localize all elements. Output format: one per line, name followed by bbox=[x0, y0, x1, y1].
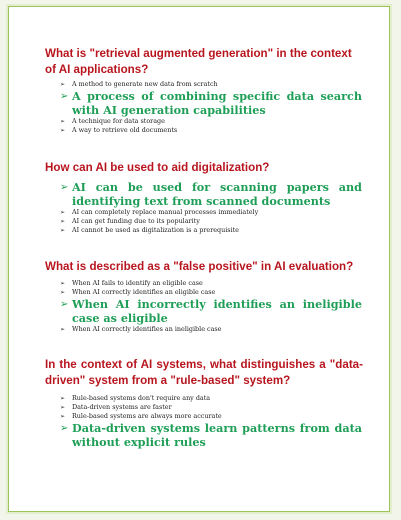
option-text: AI can get funding due to its popularity bbox=[72, 217, 200, 225]
option-text: A technique for data storage bbox=[72, 117, 165, 125]
arrow-bullet-icon: ➢ bbox=[60, 91, 69, 102]
correct-option bbox=[60, 89, 362, 117]
question-3: What is described as a "false positive" in AI evaluation? bbox=[45, 260, 354, 273]
option-text: A method to generate new data from scratch bbox=[72, 80, 218, 88]
arrow-bullet-icon: ➢ bbox=[60, 299, 69, 310]
arrow-bullet-icon: ➢ bbox=[60, 395, 66, 402]
option-text: AI cannot be used as digitalization is a prerequisite bbox=[72, 226, 239, 234]
option-text: Data-driven systems are faster bbox=[72, 403, 172, 411]
option-text: When AI correctly identifies an eligible case bbox=[72, 288, 216, 296]
option bbox=[60, 126, 362, 135]
arrow-bullet-icon: ➢ bbox=[60, 118, 66, 125]
option-text: AI can be used for scanning papers and identifying text from scanned documents bbox=[72, 180, 362, 208]
question-1: What is "retrieval augmented generation" in the context of AI applications? bbox=[45, 47, 352, 76]
option bbox=[60, 288, 362, 297]
option bbox=[60, 226, 362, 235]
correct-option bbox=[60, 421, 362, 449]
arrow-bullet-icon: ➢ bbox=[60, 218, 66, 225]
option bbox=[60, 394, 362, 403]
option bbox=[60, 325, 362, 334]
option bbox=[60, 80, 362, 89]
question-3-options bbox=[60, 279, 362, 334]
arrow-bullet-icon: ➢ bbox=[60, 423, 69, 434]
question-4: In the context of AI systems, what distinguishes a "data-driven" system from a "rule-based" system? bbox=[45, 358, 363, 387]
arrow-bullet-icon: ➢ bbox=[60, 326, 66, 333]
option-text: Rule-based systems are always more accurate bbox=[72, 412, 222, 420]
option bbox=[60, 217, 362, 226]
option-text: Data-driven systems learn patterns from data without explicit rules bbox=[72, 421, 362, 449]
option bbox=[60, 208, 362, 217]
option-text: AI can completely replace manual processes immediately bbox=[72, 208, 259, 216]
arrow-bullet-icon: ➢ bbox=[60, 182, 69, 193]
option bbox=[60, 403, 362, 412]
option-text: When AI correctly identifies an ineligible case bbox=[72, 325, 222, 333]
option-text: A process of combining specific data search with AI generation capabilities bbox=[72, 89, 362, 117]
arrow-bullet-icon: ➢ bbox=[60, 404, 66, 411]
correct-option bbox=[60, 180, 362, 208]
question-2: How can AI be used to aid digitalization? bbox=[45, 161, 270, 174]
arrow-bullet-icon: ➢ bbox=[60, 280, 66, 287]
option bbox=[60, 279, 362, 288]
option-text: When AI incorrectly identifies an ineligible case as eligible bbox=[72, 297, 362, 325]
arrow-bullet-icon: ➢ bbox=[60, 209, 66, 216]
option bbox=[60, 412, 362, 421]
option-text: A way to retrieve old documents bbox=[72, 126, 178, 134]
arrow-bullet-icon: ➢ bbox=[60, 81, 66, 88]
question-1-options bbox=[60, 80, 362, 135]
option bbox=[60, 117, 362, 126]
option-text: Rule-based systems don't require any data bbox=[72, 394, 211, 402]
arrow-bullet-icon: ➢ bbox=[60, 289, 66, 296]
arrow-bullet-icon: ➢ bbox=[60, 413, 66, 420]
question-4-options bbox=[60, 394, 362, 449]
question-2-options bbox=[60, 180, 362, 235]
option-text: When AI fails to identify an eligible case bbox=[72, 279, 203, 287]
correct-option bbox=[60, 297, 362, 325]
arrow-bullet-icon: ➢ bbox=[60, 127, 66, 134]
arrow-bullet-icon: ➢ bbox=[60, 227, 66, 234]
